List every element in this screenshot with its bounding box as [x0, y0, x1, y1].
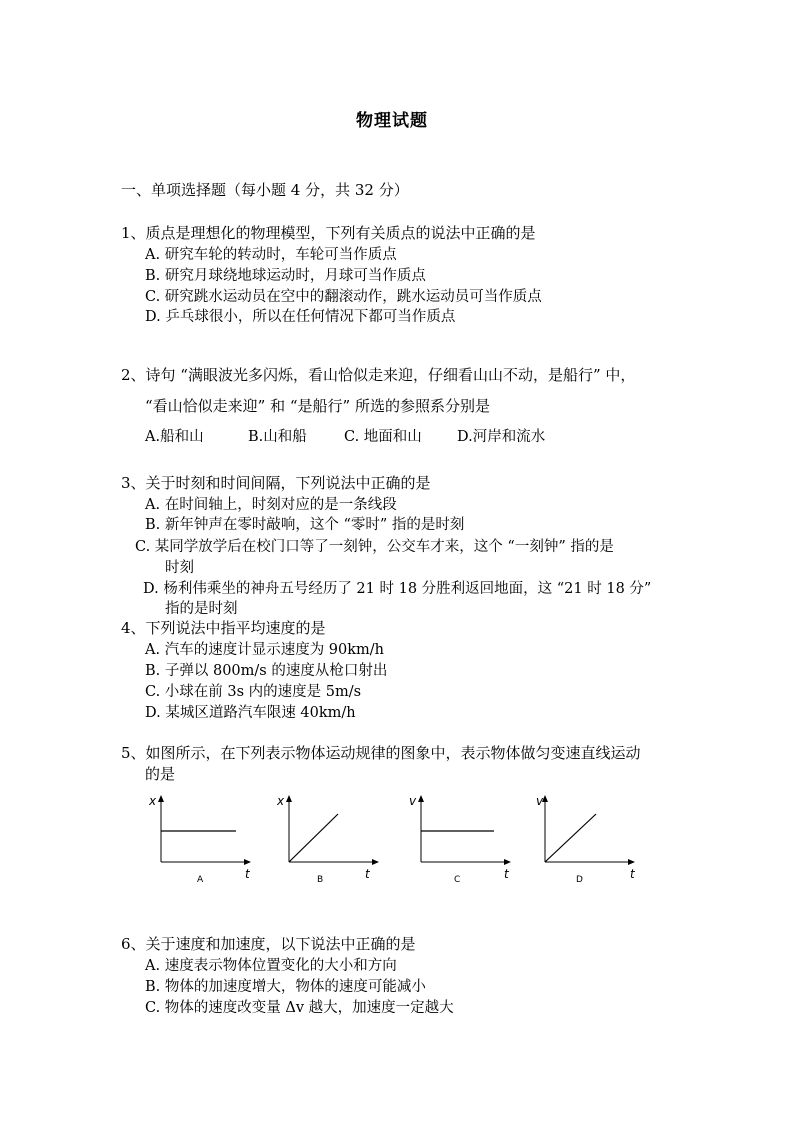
- graph-c-caption: C: [454, 875, 461, 885]
- question-3-stem: 3、关于时刻和时间间隔，下列说法中正确的是: [121, 474, 431, 492]
- graph-a-caption: A: [197, 875, 204, 885]
- question-2-stem-line2: “看山恰似走来迎” 和 “是船行” 所选的参照系分别是: [145, 397, 490, 415]
- graph-b-x-label: t: [365, 867, 370, 881]
- graph-a: [140, 790, 260, 890]
- graph-c-y-label: v: [409, 794, 417, 808]
- graph-d-y-label: v: [536, 794, 544, 808]
- graph-c-x-arrow: [504, 859, 511, 865]
- page-title: 物理试题: [356, 111, 428, 131]
- section-heading: 一、单项选择题（每小题 4 分，共 32 分）: [121, 181, 409, 199]
- question-3-option-d-line1: D. 杨利伟乘坐的神舟五号经历了 21 时 18 分胜利返回地面，这 “21 时 18 分”: [143, 581, 652, 597]
- question-3-option-c-line1: C. 某同学放学后在校门口等了一刻钟，公交车才来，这个 “一刻钟” 指的是: [135, 539, 614, 555]
- question-4-stem: 4、下列说法中指平均速度的是: [121, 619, 326, 637]
- question-3-option-a: A. 在时间轴上，时刻对应的是一条线段: [145, 497, 397, 513]
- graph-d-caption: D: [576, 875, 583, 885]
- graph-d-x-label: t: [630, 867, 635, 881]
- graph-a-x-arrow: [244, 859, 251, 865]
- question-6-stem: 6、关于速度和加速度，以下说法中正确的是: [121, 935, 416, 953]
- graph-a-x-label: t: [245, 867, 250, 881]
- graph-d-x-arrow: [628, 859, 635, 865]
- question-4-option-b: B. 子弹以 800m/s 的速度从枪口射出: [145, 663, 388, 679]
- graph-b: [268, 790, 388, 890]
- graph-d-line: [545, 814, 596, 862]
- question-1-option-a: A. 研究车轮的转动时，车轮可当作质点: [145, 247, 397, 263]
- graph-d: [524, 790, 644, 890]
- graph-c: [400, 790, 520, 890]
- question-5-stem-line1: 5、如图所示，在下列表示物体运动规律的图象中，表示物体做匀变速直线运动: [121, 744, 641, 762]
- question-1-stem: 1、质点是理想化的物理模型，下列有关质点的说法中正确的是: [121, 224, 536, 242]
- question-6-option-b: B. 物体的加速度增大，物体的速度可能减小: [145, 979, 426, 995]
- question-6-option-c: C. 物体的速度改变量 Δv 越大，加速度一定越大: [145, 1000, 454, 1016]
- question-5-stem-line2: 的是: [145, 765, 176, 783]
- question-4-option-d: D. 某城区道路汽车限速 40km/h: [145, 705, 356, 721]
- graph-b-x-arrow: [372, 859, 379, 865]
- graph-b-line: [289, 814, 338, 862]
- graph-b-y-label: x: [277, 794, 285, 808]
- graph-b-y-arrow: [286, 795, 292, 802]
- question-1-option-b: B. 研究月球绕地球运动时，月球可当作质点: [145, 268, 426, 284]
- question-6-option-a: A. 速度表示物体位置变化的大小和方向: [145, 958, 397, 974]
- question-1-option-c: C. 研究跳水运动员在空中的翻滚动作，跳水运动员可当作质点: [145, 289, 542, 305]
- graph-c-y-arrow: [418, 795, 424, 802]
- graph-a-y-label: x: [149, 794, 157, 808]
- question-2-option-a: A.船和山: [145, 429, 204, 445]
- question-3-option-b: B. 新年钟声在零时敲响，这个 “零时” 指的是时刻: [145, 517, 465, 533]
- question-3-option-c-line2: 时刻: [165, 560, 194, 576]
- question-2-option-b: B.山和船: [248, 429, 307, 445]
- question-3-option-d-line2: 指的是时刻: [165, 601, 238, 617]
- question-2-option-c: C. 地面和山: [344, 429, 422, 445]
- graph-c-x-label: t: [504, 867, 509, 881]
- question-4-option-c: C. 小球在前 3s 内的速度是 5m/s: [145, 684, 362, 700]
- question-2-option-d: D.河岸和流水: [457, 429, 546, 445]
- question-2-stem-line1: 2、诗句 “满眼波光多闪烁，看山恰似走来迎，仔细看山山不动，是船行” 中，: [121, 366, 636, 384]
- graph-a-y-arrow: [158, 795, 164, 802]
- question-4-option-a: A. 汽车的速度计显示速度为 90km/h: [145, 642, 385, 658]
- question-1-option-d: D. 乒乓球很小，所以在任何情况下都可当作质点: [145, 309, 456, 325]
- graph-b-caption: B: [317, 875, 324, 885]
